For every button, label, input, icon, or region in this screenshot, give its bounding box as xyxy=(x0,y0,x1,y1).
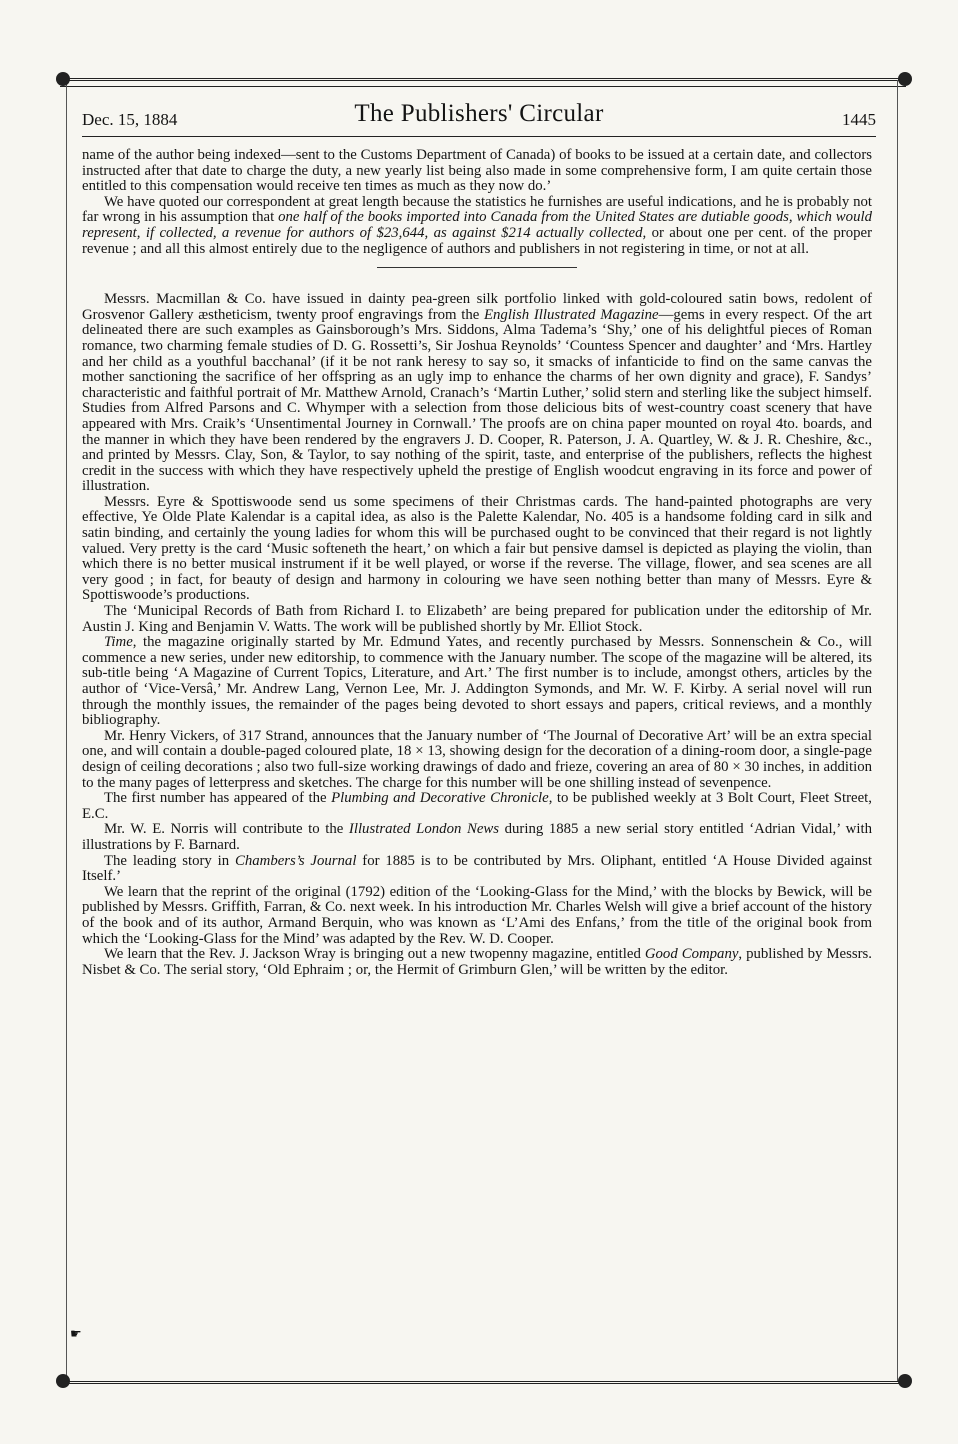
text-run: Messrs. Macmillan & Co. have issued in dainty pea-green silk portfolio linked with gold-coloured satin bows, redolent of Grosvenor Gallery æstheticism, twenty proof engravings from the xyxy=(82,291,872,323)
news-paragraph xyxy=(82,854,872,885)
news-paragraph xyxy=(82,885,872,947)
italic-title: Good Company xyxy=(644,946,739,963)
italic-title: English Illustrated Magazine xyxy=(483,306,659,323)
right-border-rule xyxy=(897,80,898,1382)
text-run: The leading story in xyxy=(104,852,235,869)
text-run: , the magazine originally started by Mr. Edmund Yates, and recently purchased by Messrs. Sonnenschein & Co., will commence a new series, under new editorship, to commence with the January number. The scope of the magazine will be altered, its sub-title being ‘A Magazine of Current Topics, Literature, and Art.’ The first number is to include, amongst others, articles by the author of ‘Vice-Versâ,’ Mr. Andrew Lang, Vernon Lee, Mr. J. Addington Symonds, and Mr. W. F. Kirby. A serial novel will run through the monthly issues, the remainder of the pages being devoted to short essays and papers, critical reviews, and a monthly bibliography. xyxy=(82,634,872,729)
text-run: or about one per cent. of the proper revenue ; and all this almost entirely due to the negligence of authors and publishers in not registering in time, or not at all. xyxy=(82,224,873,257)
running-header xyxy=(82,100,876,134)
news-paragraph xyxy=(82,822,872,853)
italic-title: Plumbing and Decorative Chronicle xyxy=(331,790,549,807)
text-run: , to be published weekly at 3 Bolt Court, Fleet Street, E.C. xyxy=(82,790,872,822)
text-run: Mr. Henry Vickers, of 317 Strand, announces that the January number of ‘The Journal of Decorative Art’ will be an extra special one, and will contain a double-paged coloured plate, 18 × 13, showing design for the decoration of a dining-room door, a single-page design of ceiling decorations ; also two full-size working drawings of dado and frieze, covering an area of 80 × 30 inches, in addition to the many pages of letterpress and sketches. The charge for this number will be one shilling instead of sevenpence. xyxy=(82,727,872,791)
news-paragraph xyxy=(82,495,872,604)
article-body xyxy=(82,148,872,978)
continued-paragraph xyxy=(82,195,872,257)
corner-ornament-bottom-right xyxy=(898,1374,912,1388)
news-paragraph xyxy=(82,947,872,978)
text-run: The ‘Municipal Records of Bath from Richard I. to Elizabeth’ are being prepared for publication under the editorship of Mr. Austin J. King and Benjamin V. Watts. The work will be published shortly by Mr. Elliot Stock. xyxy=(82,603,872,635)
pointing-hand-icon: ☛ xyxy=(70,1326,82,1341)
page-number: 1445 xyxy=(842,110,876,129)
news-paragraph xyxy=(82,729,872,791)
italic-title: Illustrated London News xyxy=(348,821,500,838)
text-run: We learn that the reprint of the original (1792) edition of the ‘Looking-Glass for the Mind,’ with the blocks by Bewick, will be published by Messrs. Griffith, Farran, & Co. next week. In his introduction Mr. Charles Welsh will give a brief account of the history of the book and of its author, Armand Berquin, who was known as ‘L’Ami des Enfans,’ from the title of the original book from which the ‘Looking-Glass for the Mind’ was adapted by the Rev. W. D. Cooper. xyxy=(82,883,872,947)
text-run: We learn that the Rev. J. Jackson Wray is bringing out a new twopenny magazine, entitled xyxy=(104,946,645,963)
news-paragraph xyxy=(82,292,872,495)
corner-ornament-top-left xyxy=(56,72,70,86)
corner-ornament-top-right xyxy=(898,72,912,86)
news-paragraph xyxy=(82,604,872,635)
text-run: Mr. W. E. Norris will contribute to the xyxy=(104,821,349,838)
italic-title: Chambers’s Journal xyxy=(234,852,357,869)
news-paragraph xyxy=(82,791,872,822)
corner-ornament-bottom-left xyxy=(56,1374,70,1388)
top-double-rule xyxy=(60,78,906,81)
bottom-double-rule xyxy=(60,1381,906,1384)
issue-date: Dec. 15, 1884 xyxy=(82,110,178,129)
top-thin-rule xyxy=(60,86,906,87)
text-run: for 1885 is to be contributed by Mrs. Oliphant, entitled ‘A House Divided against Itself.’ xyxy=(82,852,872,885)
text-run: —gems in every respect. Of the art delineated there are such examples as Gainsborough’s Mrs. Siddons, Alma Tadema’s ‘Shy,’ one of his delightful pieces of Roman romance, two charming female studies of D. G. Rossetti’s, Sir Joshua Reynolds’ ‘Countess Spencer and daughter’ and ‘Mrs. Hartley and her child as a youthful bacchanal’ (if it be not rank heresy to say so, it smacks of infanticide to find on the same canvas the mother sanctioning the sacrifice of her offspring as an ugly imp to enhance the charms of her own dignity and grace), F. Sandys’ characteristic and faithful portrait of Mr. Matthew Arnold, Cranach’s ‘Martin Luther,’ solid stern and sterling like the subject himself. Studies from Alfred Parsons and C. Whymper with a selection from those delicious bits of west-country coast scenery that have appeared with Mrs. Craik’s ‘Unsentimental Journey in Cornwall.’ The proofs are on china paper mounted on royal 4to. boards, and the manner in which they have been rendered by the engravers J. D. Cooper, R. Paterson, J. A. Quartley, W. & J. R. Cheshire, &c., and printed by Messrs. Clay, Son, & Taylor, to say nothing of the spirit, taste, and enterprise of the publishers, reflects the highest credit in the success with which they have respectively upheld the prestige of English woodcut engraving in its force and power of illustration. xyxy=(82,306,872,495)
news-paragraph xyxy=(82,635,872,729)
text-run: We have quoted our correspondent at great length because the statistics he furnishes are useful indications, and he is probably not far wrong in his assumption that xyxy=(82,193,872,226)
continued-article xyxy=(82,148,872,257)
italic-title: one half of the books imported into Canada from the United States are dutiable goods, which would represent, if collected, a revenue for authors of $23,644, as against $214 actually collected, xyxy=(82,209,872,241)
text-run: name of the author being indexed—sent to the Customs Department of Canada) of books to be issued at a certain date, and collectors instructed after that date to charge the duty, a new yearly list being also made in some comprehensive form, I am quite certain those entitled to this compensation would receive ten times as much as they now do.’ xyxy=(82,147,872,195)
header-rule xyxy=(82,136,876,137)
text-run: The first number has appeared of the xyxy=(104,790,332,807)
text-run: during 1885 a new serial story entitled ‘Adrian Vidal,’ with illustrations by F. Barnard. xyxy=(82,821,872,853)
text-run: Messrs. Eyre & Spottiswoode send us some specimens of their Christmas cards. The hand-painted photographs are very effective, Ye Olde Plate Kalendar is a capital idea, as also is the Palette Kalendar, No. 405 is a handsome folding card in silk and satin binding, and certainly the young ladies for whom this will be purchased ought to be convinced that their regard is not lightly valued. Very pretty is the card ‘Music softeneth the heart,’ on which a fair but pensive damsel is depicted as playing the violin, than which there is no better musical instrument if it be well played, or worse if the reverse. The village, flower, and sea scenes are all very good ; in fact, for beauty of design and harmony in colouring we have seen nothing better than many of Messrs. Eyre & Spottiswoode’s productions. xyxy=(82,493,872,604)
section-divider-rule xyxy=(377,267,577,268)
continued-paragraph xyxy=(82,148,872,195)
news-notes xyxy=(82,292,872,978)
italic-title: Time xyxy=(104,634,133,651)
left-border-rule xyxy=(66,80,67,1382)
text-run: , published by Messrs. Nisbet & Co. The serial story, ‘Old Ephraim ; or, the Hermit of Grimburn Glen,’ will be written by the editor. xyxy=(82,946,872,978)
publication-title: The Publishers' Circular xyxy=(354,100,604,127)
